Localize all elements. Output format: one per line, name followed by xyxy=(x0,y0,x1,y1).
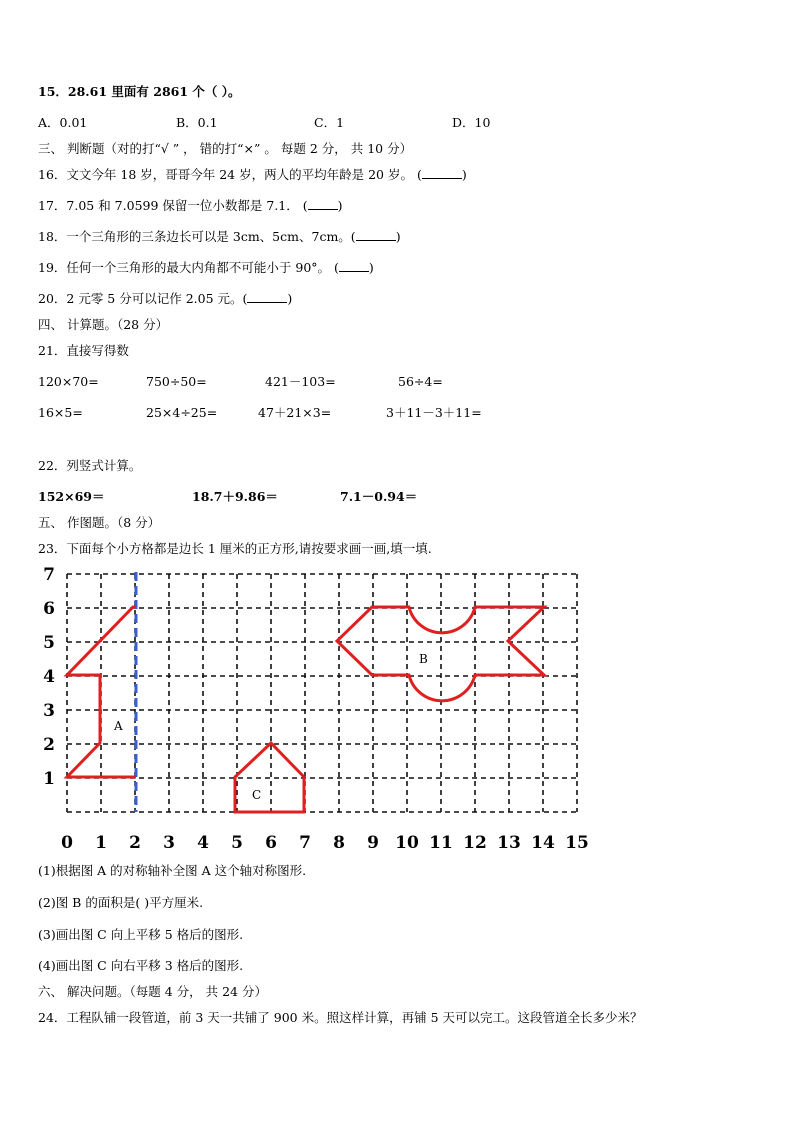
q24: 24．工程队铺一段管道，前 3 天一共铺了 900 米。照这样计算，再铺 5 天可以完工。这段管道全长多少米？ xyxy=(38,1010,643,1025)
q19-close: ) xyxy=(368,260,374,275)
q20 xyxy=(38,291,292,307)
q19-answer-blank[interactable] xyxy=(339,260,369,272)
x-axis-tick-label: 6 xyxy=(265,833,277,853)
q21-item: 421－103= xyxy=(265,374,336,389)
q23-part-1: (1)根据图 A 的对称轴补全图 A 这个轴对称图形. xyxy=(38,863,307,878)
q21-stem: 21．直接写得数 xyxy=(38,343,129,358)
q19-text: 19．任何一个三角形的最大内角都不可能小于 90°。 ( xyxy=(38,260,339,275)
grid-lines xyxy=(67,574,577,812)
x-axis-tick-label: 15 xyxy=(565,833,589,853)
y-axis-tick-label: 7 xyxy=(43,566,55,585)
q15-option-d: D．10 xyxy=(452,115,491,130)
section-4-heading: 四、 计算题。（28 分） xyxy=(38,317,169,332)
x-axis-tick-label: 7 xyxy=(299,833,311,853)
y-axis-tick-label: 5 xyxy=(43,633,55,653)
x-axis-tick-label: 3 xyxy=(163,833,175,853)
q20-close: ) xyxy=(287,291,293,306)
q23-part-2: (2)图 B 的面积是( )平方厘米. xyxy=(38,895,204,910)
q18-text: 18．一个三角形的三条边长可以是 3cm、5cm、7cm。( xyxy=(38,229,356,244)
q15-option-a: A．0.01 xyxy=(38,115,88,130)
q21-item: 750÷50= xyxy=(146,374,207,389)
y-axis-tick-label: 4 xyxy=(43,667,55,687)
x-axis-tick-label: 9 xyxy=(367,833,379,853)
section-6-heading: 六、 解决问题。（每题 4 分， 共 24 分） xyxy=(38,984,267,999)
q21-item: 25×4÷25= xyxy=(146,405,218,420)
x-axis-tick-label: 0 xyxy=(61,833,73,853)
x-axis-tick-label: 12 xyxy=(463,833,487,853)
q20-text: 20．2 元零 5 分可以记作 2.05 元。( xyxy=(38,291,248,306)
shape-c-label: C xyxy=(252,788,262,802)
q18 xyxy=(38,229,401,245)
q21-item: 3＋11－3＋11= xyxy=(386,405,482,420)
q17 xyxy=(38,198,343,214)
q21-item: 56÷4= xyxy=(398,374,443,389)
q22-item: 7.1－0.94＝ xyxy=(340,489,418,504)
q23-part-3: (3)画出图 C 向上平移 5 格后的图形. xyxy=(38,927,244,942)
q17-close: ) xyxy=(337,198,343,213)
q22-stem: 22．列竖式计算。 xyxy=(38,458,142,473)
x-axis-tick-label: 11 xyxy=(429,833,453,853)
q16-close: ) xyxy=(461,167,467,182)
q18-answer-blank[interactable] xyxy=(356,229,396,241)
y-axis-tick-label: 6 xyxy=(43,599,55,619)
shape-b-label: B xyxy=(419,652,428,666)
q15-stem: 15．28.61 里面有 2861 个（ ）。 xyxy=(38,84,241,99)
x-axis-tick-label: 10 xyxy=(395,833,419,853)
q16-answer-blank[interactable] xyxy=(422,167,462,179)
q19 xyxy=(38,260,374,276)
x-axis-tick-label: 14 xyxy=(531,833,555,853)
q23-stem: 23．下面每个小方格都是边长 1 厘米的正方形,请按要求画一画,填一填. xyxy=(38,541,432,556)
q16-text: 16．文文今年 18 岁，哥哥今年 24 岁，两人的平均年龄是 20 岁。 ( xyxy=(38,167,422,182)
q22-item: 152×69＝ xyxy=(38,489,105,504)
q22-item: 18.7＋9.86＝ xyxy=(192,489,278,504)
x-axis-tick-label: 8 xyxy=(333,833,345,853)
grid-svg xyxy=(36,566,596,856)
q15-option-c: C．1 xyxy=(314,115,345,130)
q16 xyxy=(38,167,467,183)
x-axis-tick-label: 5 xyxy=(231,833,243,853)
section-3-heading: 三、 判断题（对的打“√ ” ， 错的打“×” 。 每题 2 分， 共 10 分） xyxy=(38,141,413,156)
q20-answer-blank[interactable] xyxy=(247,291,287,303)
q18-close: ) xyxy=(395,229,401,244)
q23-part-4: (4)画出图 C 向右平移 3 格后的图形. xyxy=(38,958,244,973)
q21-item: 47＋21×3= xyxy=(258,405,332,420)
x-axis-tick-label: 1 xyxy=(95,833,107,853)
q21-item: 120×70= xyxy=(38,374,99,389)
q15-option-b: B．0.1 xyxy=(176,115,218,130)
q21-item: 16×5= xyxy=(38,405,83,420)
y-axis-tick-label: 2 xyxy=(43,735,55,755)
x-axis-tick-label: 13 xyxy=(497,833,521,853)
x-axis-tick-label: 4 xyxy=(197,833,209,853)
y-axis-tick-label: 1 xyxy=(43,769,55,789)
q17-answer-blank[interactable] xyxy=(308,198,338,210)
q17-text: 17．7.05 和 7.0599 保留一位小数都是 7.1． ( xyxy=(38,198,308,213)
q23-grid-figure xyxy=(36,566,596,856)
shape-a-label: A xyxy=(114,719,123,733)
y-axis-tick-label: 3 xyxy=(43,701,55,721)
x-axis-tick-label: 2 xyxy=(129,833,141,853)
section-5-heading: 五、 作图题。（8 分） xyxy=(38,515,161,530)
